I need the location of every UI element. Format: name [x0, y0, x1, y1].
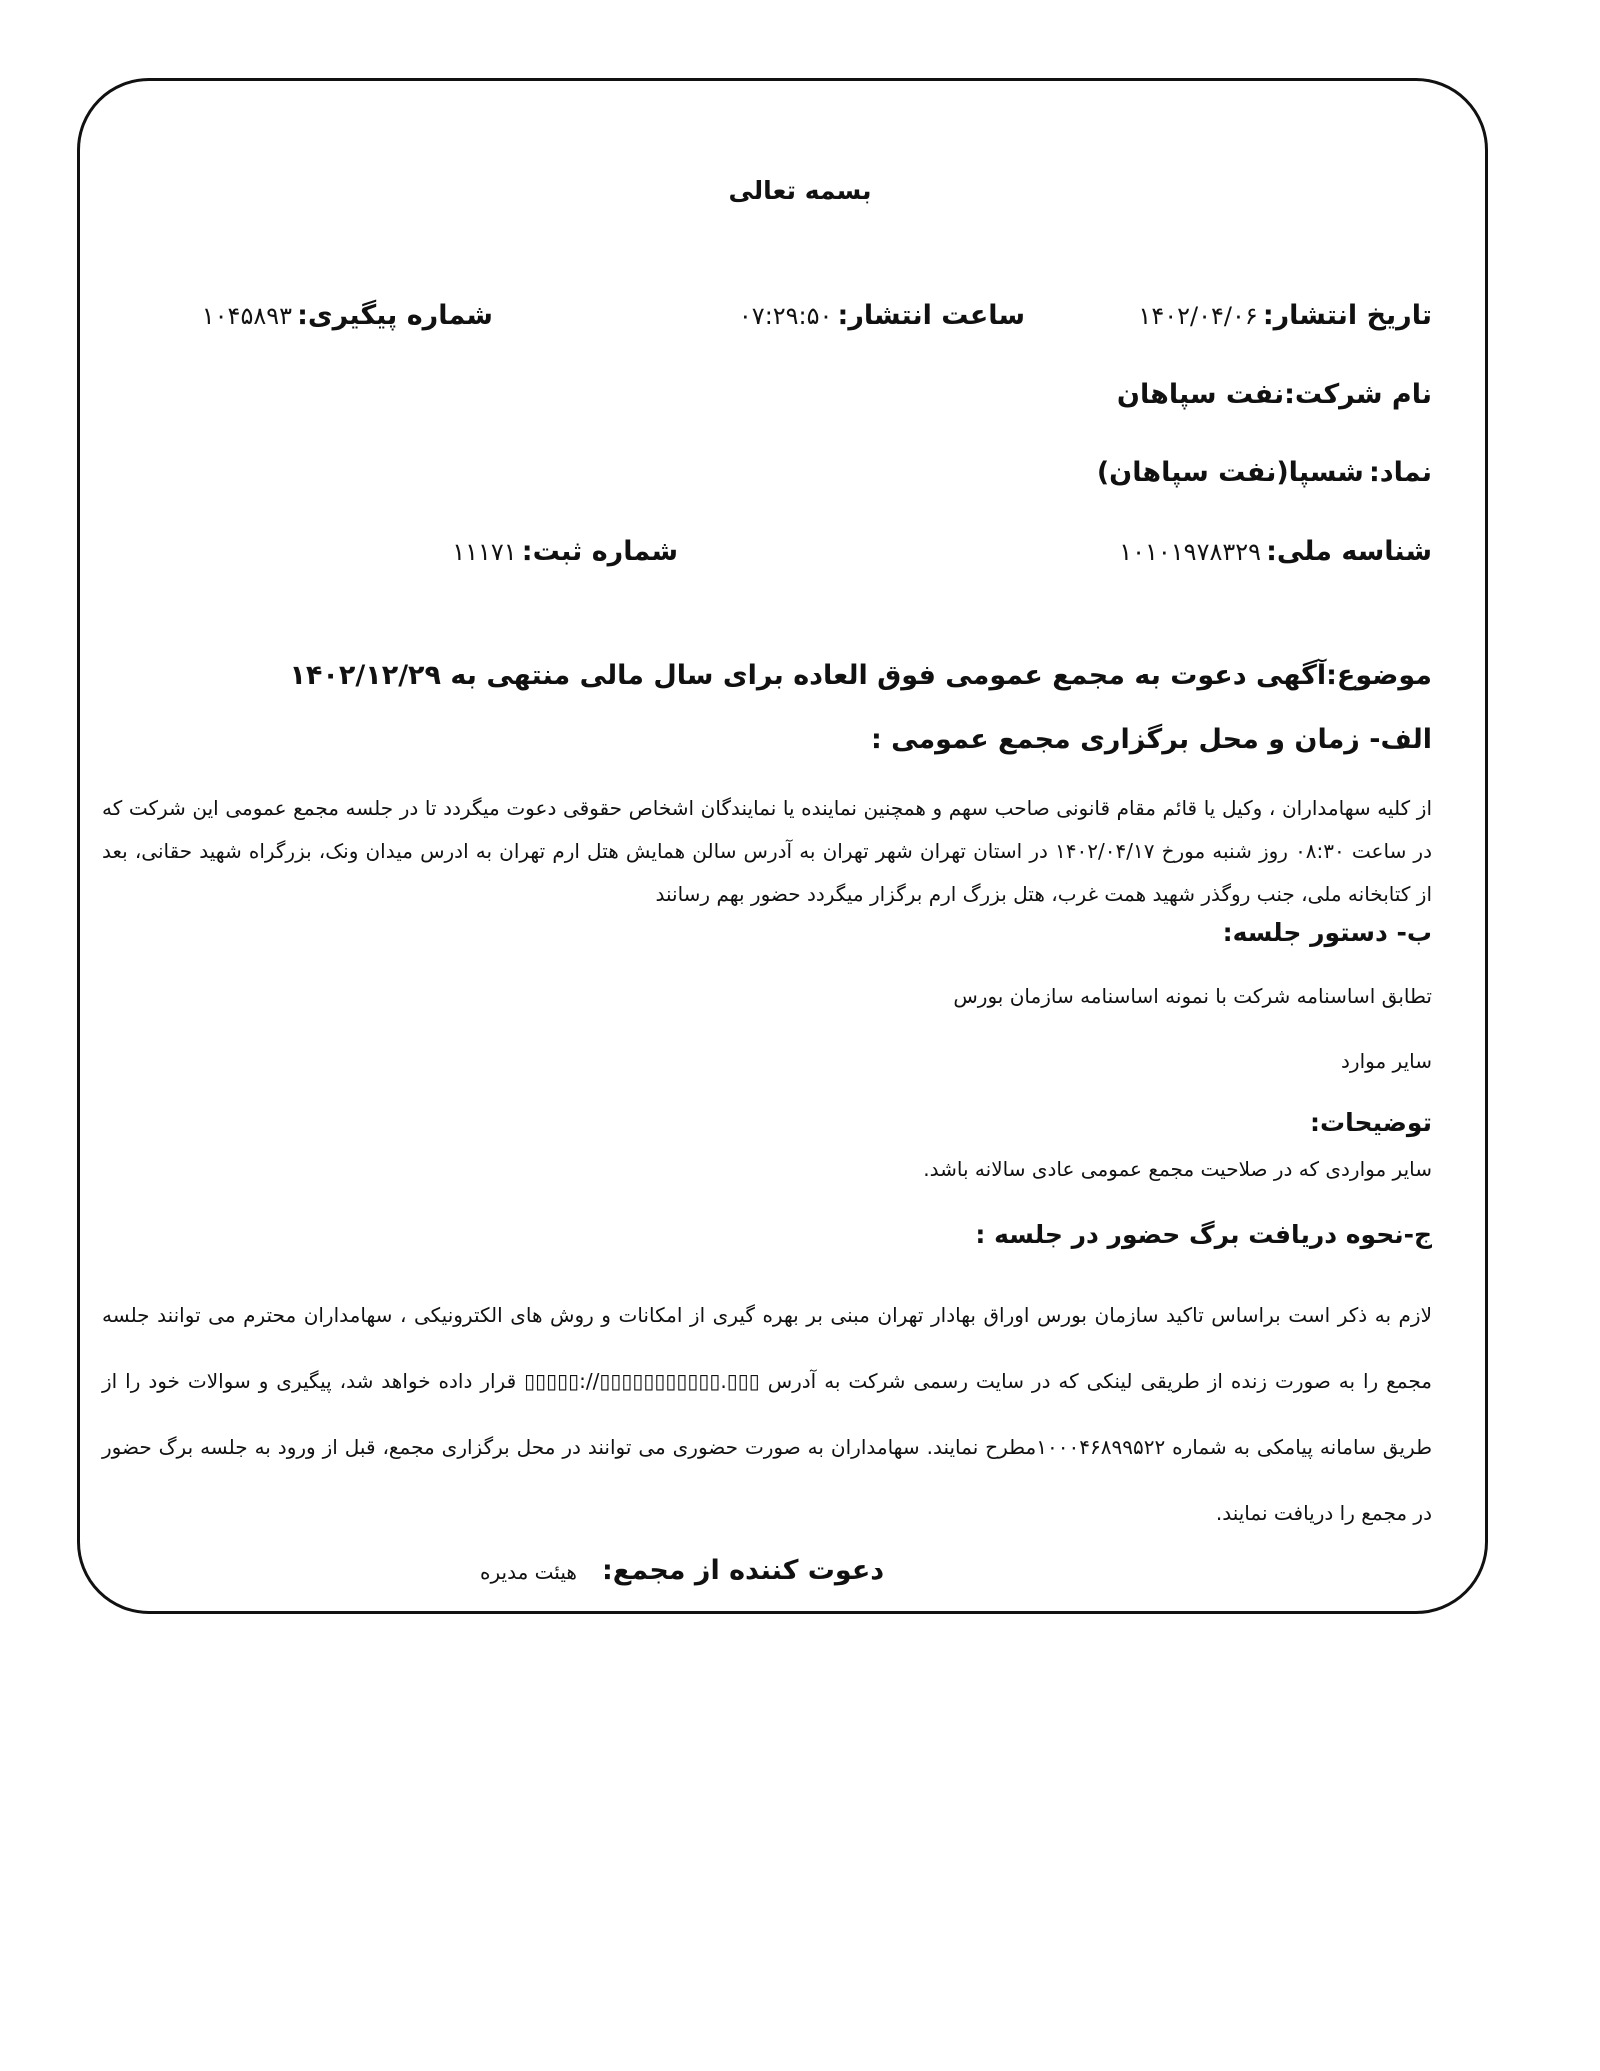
- publish-date-label: تاریخ انتشار:: [1262, 300, 1432, 331]
- section-a-heading: الف- زمان و محل برگزاری مجمع عمومی :: [870, 724, 1432, 755]
- symbol: [1097, 457, 1432, 488]
- notes-heading: توضیحات:: [1310, 1108, 1432, 1137]
- notes-text: سایر مواردی که در صلاحیت مجمع عمومی عادی سالانه باشد.: [923, 1157, 1432, 1181]
- national-id-label: شناسه ملی:: [1266, 536, 1432, 567]
- section-a-text: از کلیه سهامداران ، وکیل یا قائم مقام قانونی صاحب سهم و همچنین نماینده یا نمایندگان اشخاص حقوقی دعوت میگردد تا در جلسه مجمع عمومی این شرکت که در ساعت ۰۸:۳۰ روز شنبه مورخ ۱۴۰۲/۰۴/۱۷ در استان تهران شهر تهران به آدرس سالن همایش هتل ارم تهران به ادرس میدان ونک، بزرگراه شهید حقانی، بعد از کتابخانه ملی، جنب روگذر شهید همت غرب، هتل بزرگ ارم برگزار میگردد حضور بهم رسانند: [102, 796, 1432, 906]
- company-name: [1117, 379, 1432, 410]
- national-id: [1119, 536, 1432, 567]
- inviter-label: دعوت کننده از مجمع:: [602, 1555, 885, 1586]
- company-name-value: نفت سپاهان: [1116, 379, 1285, 410]
- publish-time-label: ساعت انتشار:: [837, 300, 1025, 331]
- tracking-number-label: شماره پیگیری:: [297, 300, 493, 331]
- agenda-item: تطابق اساسنامه شرکت با نمونه اساسنامه سازمان بورس: [953, 984, 1432, 1008]
- national-id-value: ۱۰۱۰۱۹۷۸۳۲۹: [1119, 538, 1262, 566]
- registration-number: [452, 536, 678, 567]
- company-name-label: نام شرکت:: [1284, 379, 1432, 410]
- section-c-text: لازم به ذکر است براساس تاکید سازمان بورس اوراق بهادار تهران مبنی بر بهره گیری از امکانات و روش های الکترونیکی ، سهامداران محترم می توانند جلسه مجمع را به صورت زنده از طریقی لینکی که در سایت رسمی شرکت به آدرس ▯▯▯.▯▯▯▯▯▯▯▯▯▯▯//:▯▯▯▯▯ قرار داده خواهد شد، پیگیری و سوالات خود را از طریق سامانه پیامکی به شماره ۱۰۰۰۴۶۸۹۹۵۲۲مطرح نمایند. سهامداران به صورت حضوری می توانند در محل برگزاری مجمع، قبل از ورود به جلسه برگ حضور در مجمع را دریافت نمایند.: [102, 1303, 1432, 1525]
- registration-number-value: ۱۱۱۷۱: [452, 538, 517, 566]
- document-heading: بسمه تعالی: [728, 176, 872, 205]
- agenda-item: سایر موارد: [1341, 1049, 1432, 1073]
- symbol-value: شسپا(نفت سپاهان): [1096, 457, 1364, 488]
- subject: موضوع:آگهی دعوت به مجمع عمومی فوق العاده برای سال مالی منتهی به ۱۴۰۲/۱۲/۲۹: [289, 660, 1432, 691]
- symbol-label: نماد:: [1368, 457, 1432, 488]
- registration-number-label: شماره ثبت:: [521, 536, 678, 567]
- tracking-number: [202, 300, 493, 331]
- publish-time-value: ۰۷:۲۹:۵۰: [738, 302, 833, 330]
- inviter-value: هیئت مدیره: [480, 1560, 577, 1584]
- section-c-heading: ج-نحوه دریافت برگ حضور در جلسه :: [975, 1220, 1432, 1249]
- section-b-heading: ب- دستور جلسه:: [1222, 918, 1432, 947]
- publish-date-value: ۱۴۰۲/۰۴/۰۶: [1138, 302, 1258, 330]
- tracking-number-value: ۱۰۴۵۸۹۳: [201, 302, 292, 330]
- publish-date: [1138, 300, 1432, 331]
- publish-time: [739, 300, 1025, 331]
